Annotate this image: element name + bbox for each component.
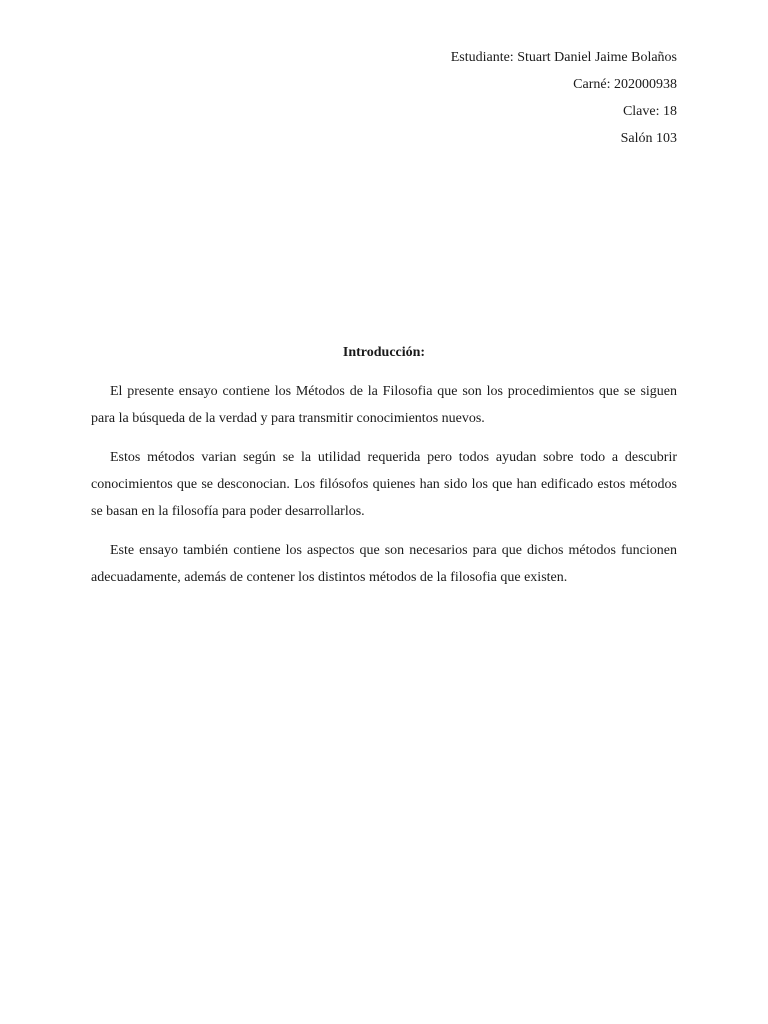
classroom: Salón 103 xyxy=(620,131,677,146)
section-title: Introducción: xyxy=(342,345,426,360)
paragraph: Estos métodos varian según se la utilidad requerida pero todos ayudan sobre todo a descubrir conocimientos que se desconocian. Los filósofos quienes han sido los que han edificado estos métodos se basan en la filosofía para poder desarrollarlos. xyxy=(91,450,677,519)
student-name: Estudiante: Stuart Daniel Jaime Bolaños xyxy=(450,50,677,65)
introduction-body xyxy=(91,378,677,603)
student-key: Clave: 18 xyxy=(622,104,677,119)
student-info-header xyxy=(451,44,677,152)
student-id: Carné: 202000938 xyxy=(573,77,677,92)
paragraph: El presente ensayo contiene los Métodos de la Filosofia que son los procedimientos que se siguen para la búsqueda de la verdad y para transmitir conocimientos nuevos. xyxy=(91,384,677,426)
paragraph: Este ensayo también contiene los aspectos que son necesarios para que dichos métodos funcionen adecuadamente, además de contener los distintos métodos de la filosofia que existen. xyxy=(91,543,677,585)
